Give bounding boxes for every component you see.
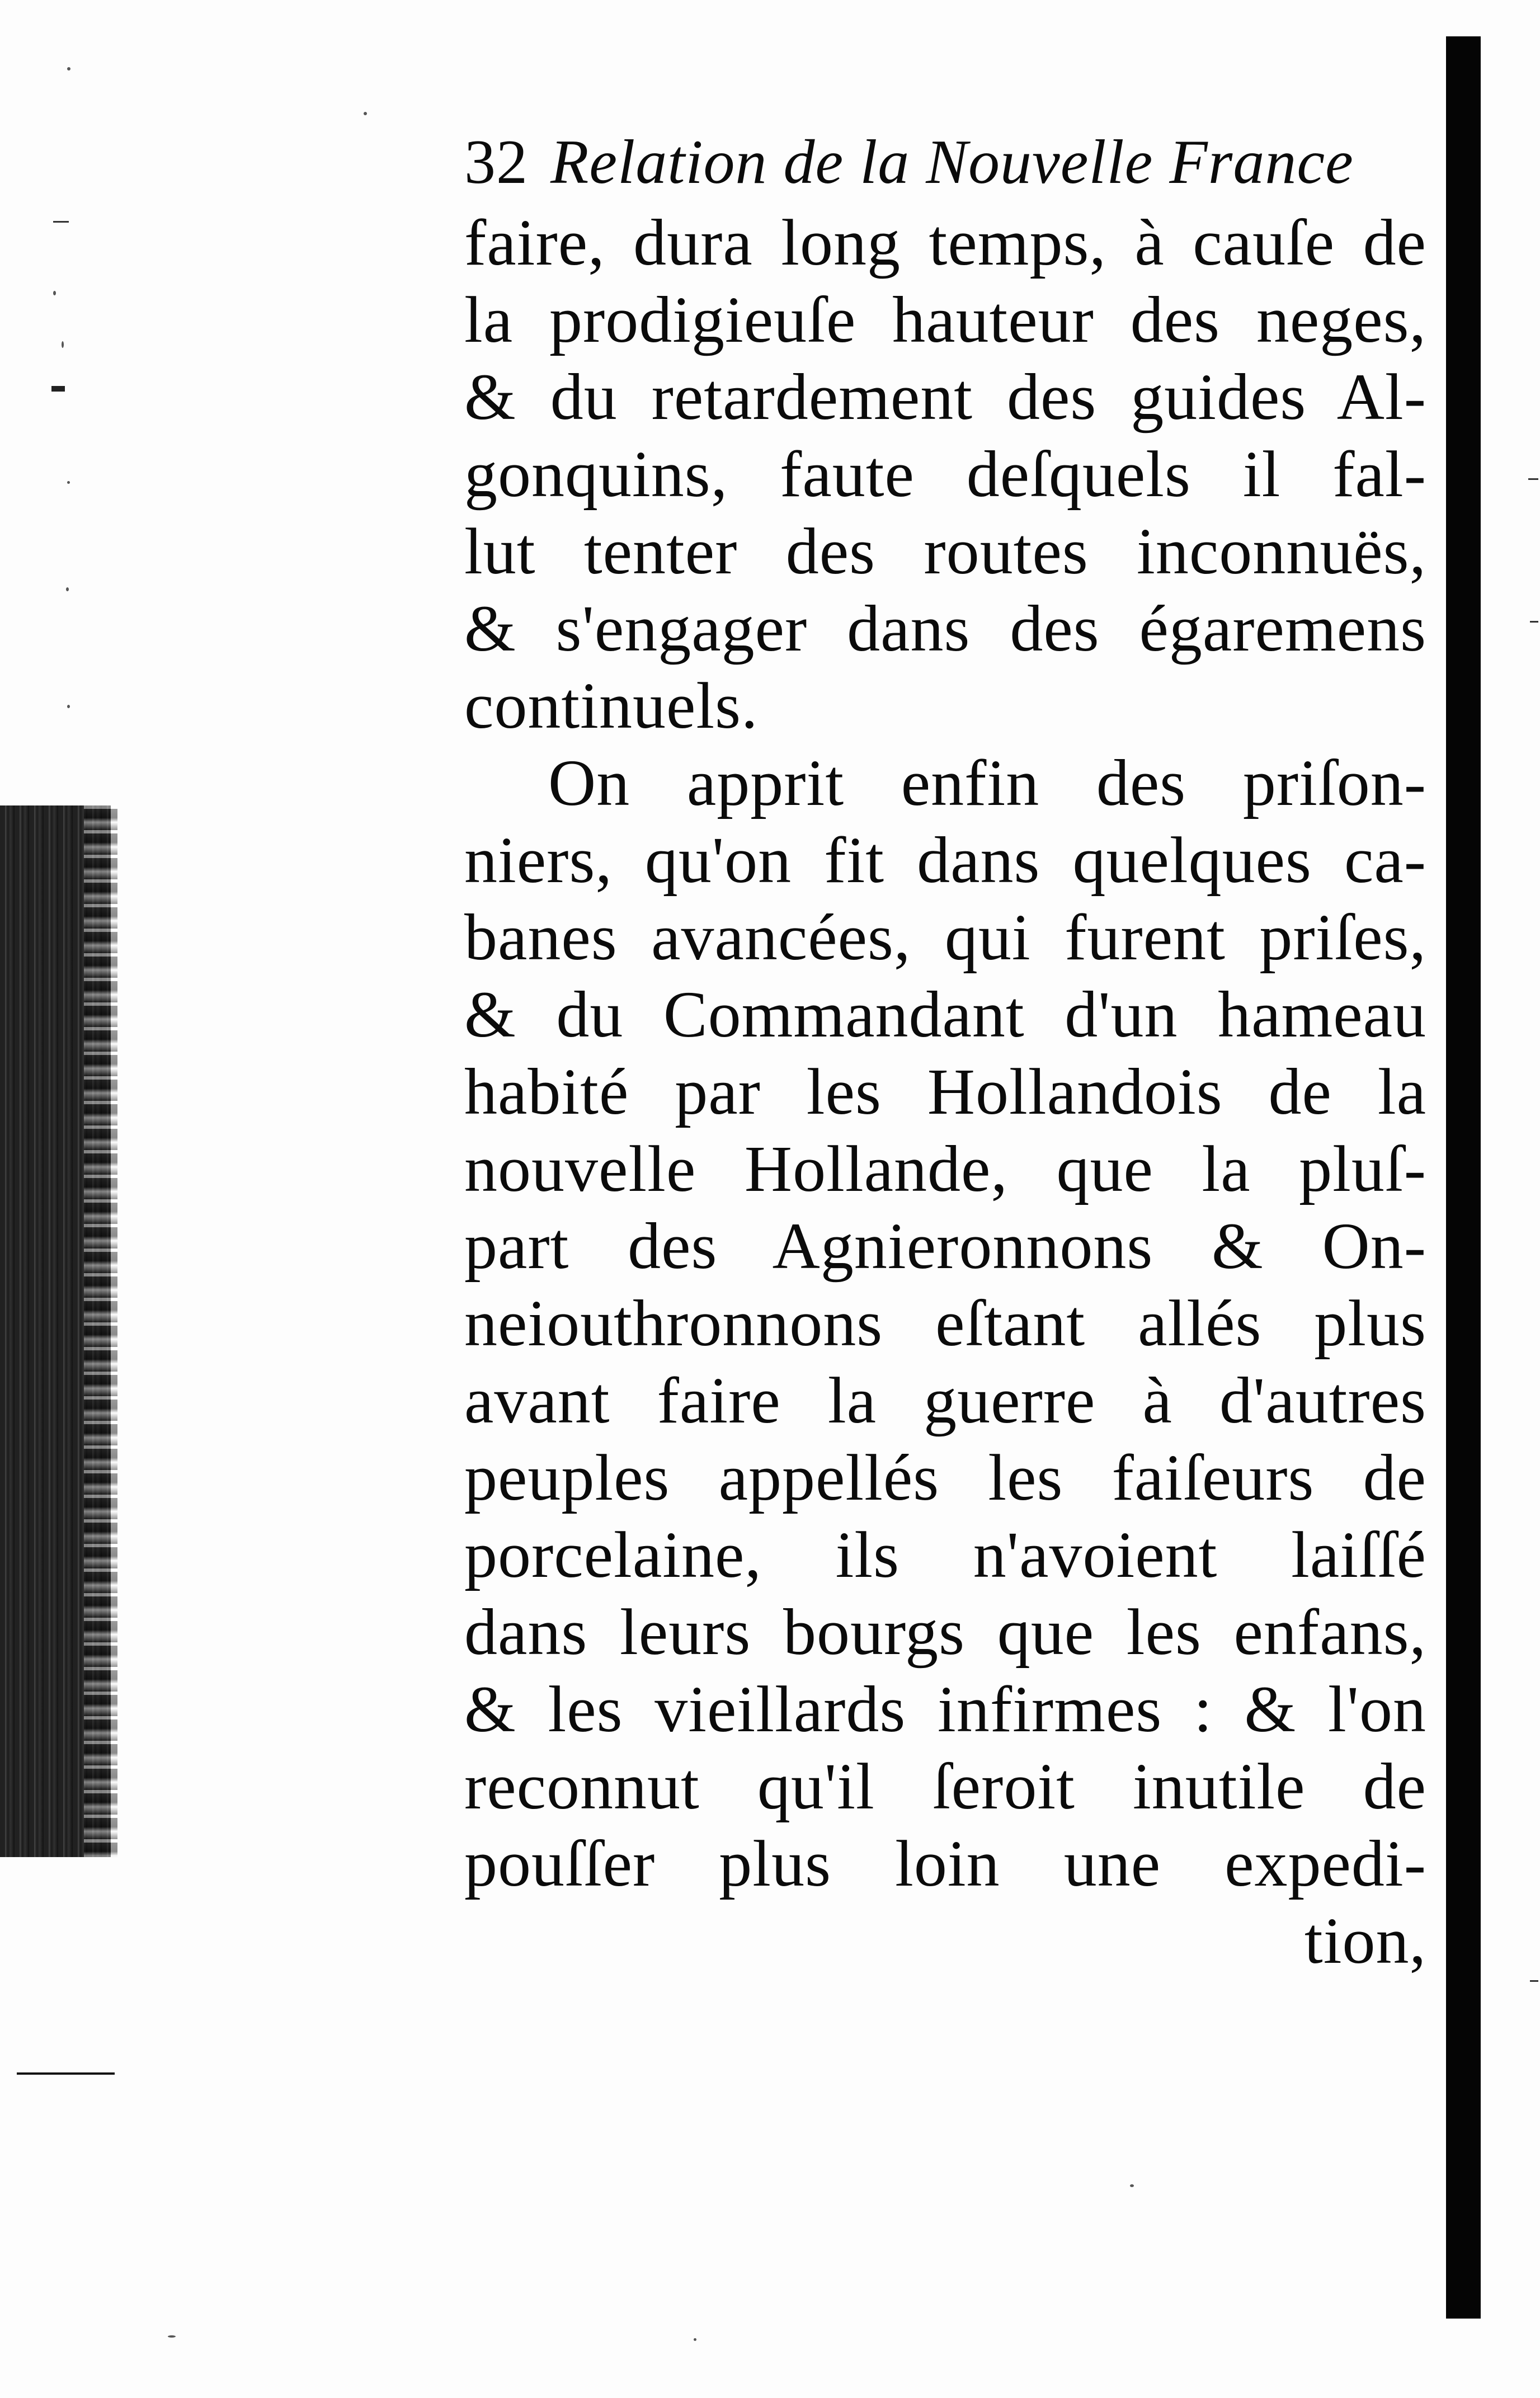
text-line: habité par les Hollandois de la: [464, 1055, 1426, 1128]
text-line: lut tenter des routes inconnuës,: [464, 515, 1426, 588]
text-line: & les vieillards infirmes : & l'on: [464, 1673, 1426, 1746]
margin-mark: [51, 386, 65, 392]
text-line: continuels.: [464, 669, 759, 742]
text-line: niers, qu'on fit dans quelques ca-: [464, 823, 1426, 897]
paper-speck: [1130, 2184, 1134, 2187]
paper-speck: [67, 705, 70, 708]
paper-speck: [53, 291, 56, 295]
text-line: gonquins, faute deſquels il fal-: [464, 437, 1426, 511]
text-line: nouvelle Hollande, que la pluſ-: [464, 1132, 1426, 1205]
paragraph: [464, 204, 1426, 745]
text-line: part des Agnieronnons & On-: [464, 1209, 1426, 1283]
text-line: banes avancées, qui furent priſes,: [464, 901, 1426, 974]
text-line: avant faire la guerre à d'autres: [464, 1364, 1426, 1437]
text-line: & du retardement des guides Al-: [464, 360, 1426, 434]
text-line: & du Commandant d'un hameau: [464, 978, 1426, 1051]
paper-speck: [168, 2335, 176, 2338]
paragraph: [464, 745, 1426, 1902]
text-line: pouſſer plus loin une expedi-: [464, 1827, 1426, 1900]
margin-mark: [53, 221, 69, 223]
text-line: neiouthronnons eſtant allés plus: [464, 1287, 1426, 1360]
text-line: peuples appellés les faiſeurs de: [464, 1441, 1426, 1514]
text-line: & s'engager dans des égaremens: [464, 592, 1426, 665]
paper-speck: [67, 481, 70, 484]
margin-mark: [1528, 478, 1538, 480]
show-through-bleed-edge: [84, 805, 117, 1857]
margin-mark: [17, 2072, 115, 2075]
page-text-block: [464, 120, 1426, 1980]
running-head: [464, 120, 1426, 204]
catchword: tion,: [1304, 1904, 1426, 1977]
text-line: dans leurs bourgs que les enfans,: [464, 1595, 1426, 1669]
running-title: Relation de la Nouvelle France: [550, 128, 1354, 197]
gutter-shadow: [1446, 36, 1481, 2319]
margin-mark: [1530, 1980, 1538, 1982]
paper-speck: [694, 2338, 696, 2341]
paper-speck: [67, 67, 70, 70]
text-line: faire, dura long temps, à cauſe de: [464, 206, 1426, 279]
text-line: On apprit enfin des priſon-: [548, 746, 1426, 819]
text-line: porcelaine, ils n'avoient laiſſé: [464, 1518, 1426, 1591]
text-line: la prodigieuſe hauteur des neges,: [464, 283, 1426, 356]
text-line: reconnut qu'il ſeroit inutile de: [464, 1750, 1426, 1823]
paper-speck: [66, 587, 69, 591]
page-number: 32: [464, 128, 528, 197]
margin-mark: [1530, 621, 1538, 623]
paper-speck: [62, 341, 64, 348]
paper-speck: [364, 112, 367, 115]
